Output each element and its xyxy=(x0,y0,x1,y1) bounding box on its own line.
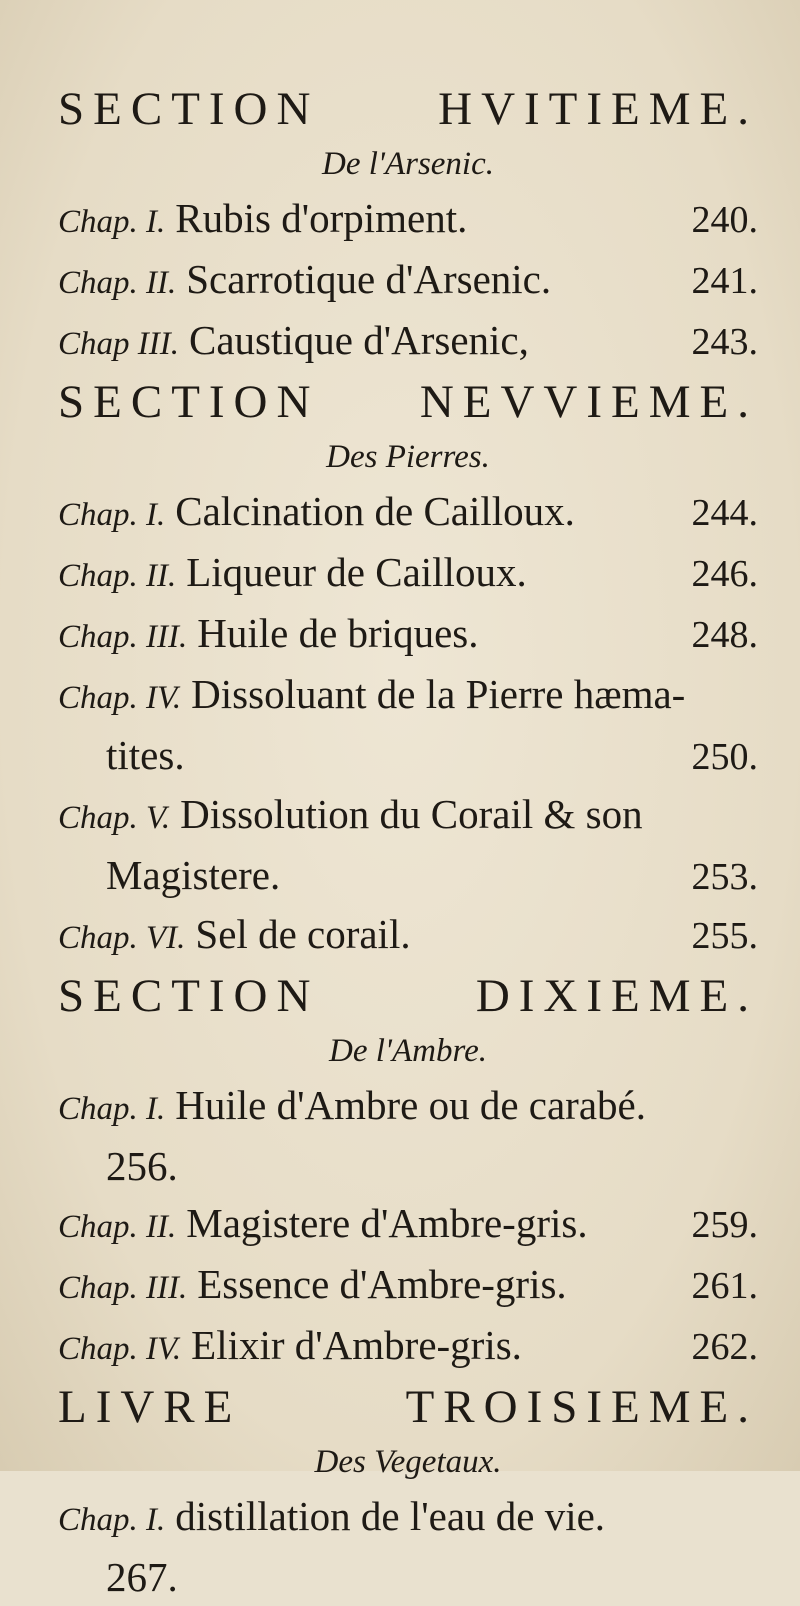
page-number: 255. xyxy=(691,915,758,957)
toc-entry xyxy=(58,906,758,967)
toc-entry xyxy=(58,605,758,666)
page-number: 244. xyxy=(691,492,758,534)
section-subtitle: Des Vegetaux. xyxy=(314,1444,502,1480)
page-number: 262. xyxy=(691,1326,758,1368)
chapter-number: Chap. I. xyxy=(58,497,166,533)
page-number: 250. xyxy=(691,736,758,778)
book-heading-word: LIVRE xyxy=(58,1381,242,1433)
chapter-number: Chap. IV. xyxy=(58,1331,182,1367)
section-subtitle: De l'Ambre. xyxy=(329,1033,487,1069)
toc-entry xyxy=(58,190,758,251)
toc-entry xyxy=(58,666,758,786)
page-number: 259. xyxy=(691,1204,758,1246)
section xyxy=(58,1378,758,1606)
chapter-title: Magistere d'Ambre-gris. xyxy=(186,1200,588,1246)
section-subtitle: Des Pierres. xyxy=(326,439,490,475)
section xyxy=(58,373,758,967)
chapter-title: distillation de l'eau de vie. xyxy=(175,1493,606,1539)
toc-entry xyxy=(58,1488,758,1606)
section xyxy=(58,80,758,373)
section-heading-word: SECTION xyxy=(58,970,320,1022)
section-heading xyxy=(58,373,758,431)
book-heading-ordinal: TROISIEME. xyxy=(405,1381,758,1433)
book-heading xyxy=(58,1378,758,1436)
toc-entry xyxy=(58,1077,758,1195)
chapter-title: Rubis d'orpiment. xyxy=(175,195,468,241)
chapter-title: Liqueur de Cailloux. xyxy=(186,549,527,595)
chapter-title: Scarrotique d'Arsenic. xyxy=(186,256,552,302)
toc-entry xyxy=(58,1317,758,1378)
toc-entry xyxy=(58,251,758,312)
page-number: 248. xyxy=(691,614,758,656)
section-heading-ordinal: HVITIEME. xyxy=(438,83,758,135)
chapter-title-continuation: Magistere. xyxy=(106,852,281,898)
chapter-number: Chap. IV. xyxy=(58,680,182,716)
page-number: 240. xyxy=(691,199,758,241)
page-number: 261. xyxy=(691,1265,758,1307)
chapter-title: Calcination de Cailloux. xyxy=(175,488,575,534)
section-heading xyxy=(58,967,758,1025)
chapter-title: Caustique d'Arsenic, xyxy=(188,317,529,363)
chapter-number: Chap. I. xyxy=(58,1091,166,1127)
chapter-title-continuation: tites. xyxy=(106,732,185,778)
page-number: 253. xyxy=(691,856,758,898)
chapter-number: Chap. II. xyxy=(58,558,177,594)
chapter-number: Chap. II. xyxy=(58,1209,177,1245)
chapter-number: Chap III. xyxy=(58,326,179,362)
section-heading-ordinal: NEVVIEME. xyxy=(419,376,758,428)
chapter-number: Chap. III. xyxy=(58,1270,188,1306)
toc-entry xyxy=(58,786,758,906)
page-number: 243. xyxy=(691,321,758,363)
chapter-title: Huile de briques. xyxy=(197,610,479,656)
chapter-title: Elixir d'Ambre-gris. xyxy=(191,1322,522,1368)
section-heading xyxy=(58,80,758,138)
section-heading-word: SECTION xyxy=(58,83,320,135)
table-of-contents xyxy=(58,80,758,1606)
section-heading-word: SECTION xyxy=(58,376,320,428)
section-heading-ordinal: DIXIEME. xyxy=(475,970,758,1022)
section xyxy=(58,967,758,1378)
chapter-title: Huile d'Ambre ou de carabé. xyxy=(175,1082,646,1128)
toc-entry xyxy=(58,483,758,544)
chapter-number: Chap. VI. xyxy=(58,920,186,956)
chapter-number: Chap. II. xyxy=(58,265,177,301)
chapter-page-continuation: 256. xyxy=(106,1143,178,1189)
chapter-page-continuation: 267. xyxy=(106,1554,178,1600)
chapter-title: Dissoluant de la Pierre hæma- xyxy=(191,671,686,717)
page-number: 246. xyxy=(691,553,758,595)
section-subtitle: De l'Arsenic. xyxy=(321,146,494,182)
chapter-title: Sel de corail. xyxy=(195,911,411,957)
toc-entry xyxy=(58,544,758,605)
chapter-title: Essence d'Ambre-gris. xyxy=(197,1261,567,1307)
chapter-title: Dissolution du Corail & son xyxy=(180,791,643,837)
toc-entry xyxy=(58,1195,758,1256)
page-number: 241. xyxy=(691,260,758,302)
toc-entry xyxy=(58,1256,758,1317)
chapter-number: Chap. III. xyxy=(58,619,188,655)
toc-entry xyxy=(58,312,758,373)
chapter-number: Chap. V. xyxy=(58,800,171,836)
chapter-number: Chap. I. xyxy=(58,204,166,240)
chapter-number: Chap. I. xyxy=(58,1502,166,1538)
